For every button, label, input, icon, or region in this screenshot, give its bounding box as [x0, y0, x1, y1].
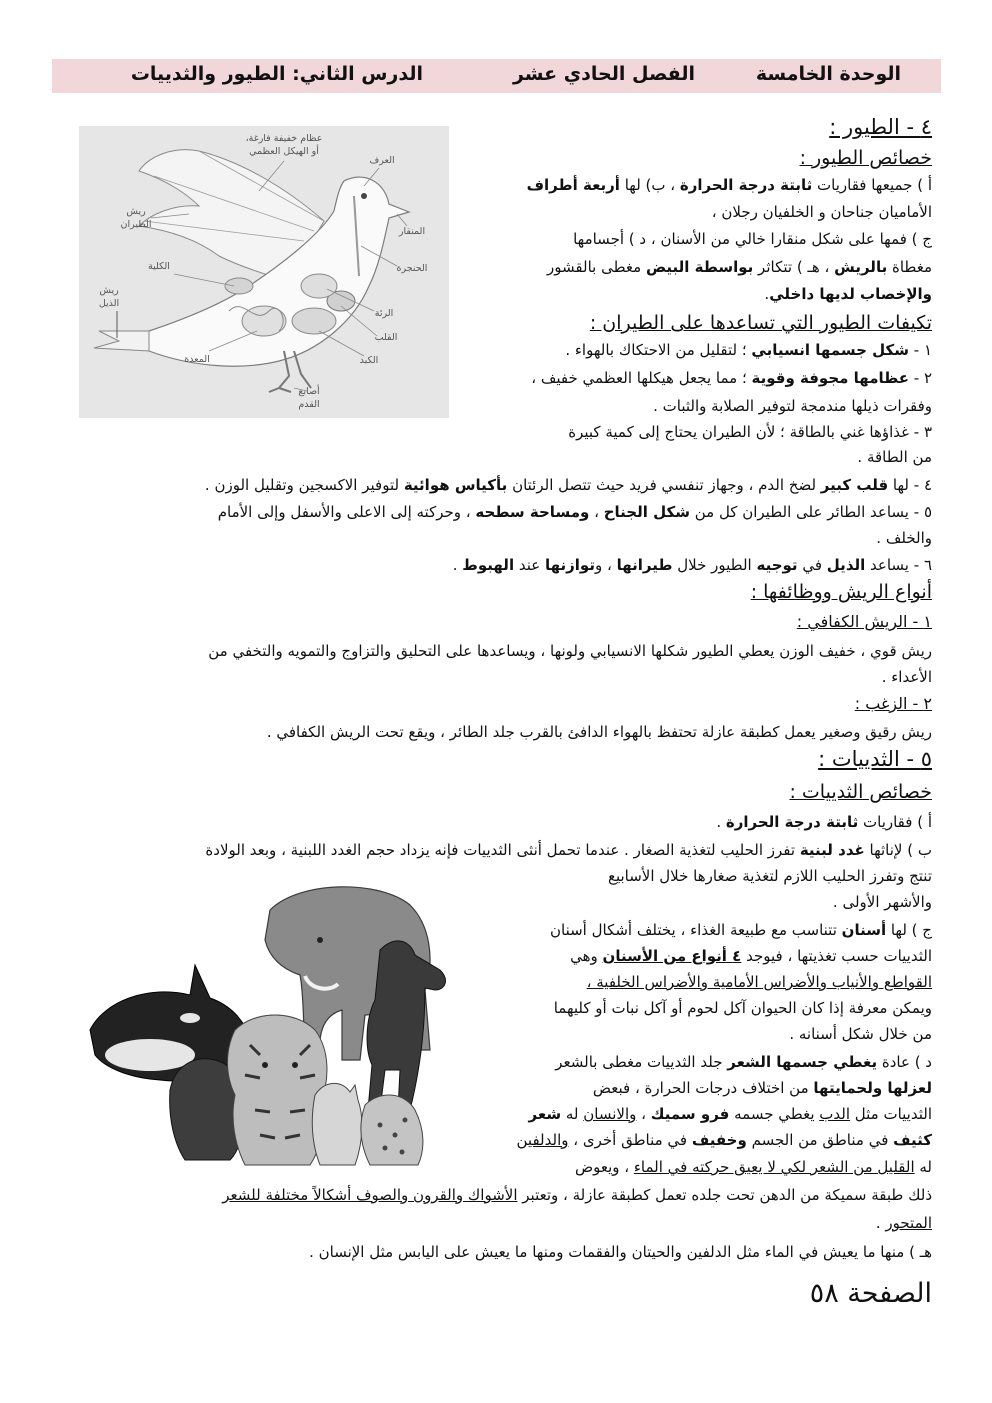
mammal-line: تنتج وتفرز الحليب اللازم لتغذية صغارها خلال الأسابيع	[607, 867, 932, 885]
contour-title: ١ - الريش الكفافي :	[796, 612, 932, 631]
birds-adapt-title: تكيفات الطيور التي تساعدها على الطيران :	[589, 312, 932, 334]
mammal-line: والأشهر الأولى .	[832, 893, 932, 911]
orca-eyepatch	[180, 1013, 200, 1023]
label-toes-2: القدم	[298, 399, 320, 410]
label-kidney: الكلية	[148, 261, 170, 272]
mammal-line: المتحور .	[875, 1214, 932, 1232]
horse-shape	[367, 941, 445, 1110]
adapt-line: والخلف .	[876, 529, 932, 547]
adapt-line: ٤ - لها قلب كبير لضخ الدم ، وجهاز تنفسي فريد حيث تتصل الرئتان بأكياس هوائية لتوفير الاكسجين وتقليل الوزن .	[204, 476, 932, 494]
mammals-traits-title: خصائص الثدييات :	[789, 781, 932, 803]
label-toes: أصابع	[298, 386, 320, 397]
leopard-shape	[361, 1095, 423, 1165]
lung-shape	[301, 274, 337, 298]
mammal-line: كثيف في مناطق من الجسم وخفيف في مناطق أخرى ، والدلفين	[516, 1131, 932, 1149]
adapt-line: ١ - شكل جسمها انسيابي ؛ لتقليل من الاحتكاك بالهواء .	[565, 341, 932, 359]
adapt-line: ٦ - يساعد الذيل في توجيه الطيور خلال طيرانها ، وتوازنها عند الهبوط .	[452, 556, 932, 574]
mammal-line: الثدييات مثل الدب يغطي جسمه فرو سميك ، والانسان له شعر	[528, 1105, 932, 1123]
birds-traits-title: خصائص الطيور :	[799, 147, 932, 169]
feathers-title: أنواع الريش ووظائفها :	[750, 581, 932, 603]
eye-shape	[361, 193, 367, 199]
mammal-line: هـ ) منها ما يعيش في الماء مثل الدلفين والحيتان والفقمات ومنها ما يعيش على اليابس مثل الإنسان .	[309, 1243, 932, 1261]
unit-title: الوحدة الخامسة	[755, 63, 901, 85]
label-tail-feathers: ريش	[99, 285, 119, 296]
label-tail-feathers-2: الذيل	[98, 298, 120, 309]
chapter-title: الفصل الحادي عشر	[512, 63, 695, 85]
label-liver: الكبد	[359, 355, 379, 366]
label-stomach: المعدة	[184, 354, 210, 365]
mammal-line: أ ) فقاريات ثابتة درجة الحرارة .	[716, 813, 932, 831]
down-title: ٢ - الزغب :	[854, 694, 932, 713]
liver-shape	[292, 308, 336, 334]
contour-line: الأعداء .	[881, 668, 932, 686]
kidney-shape	[225, 278, 253, 294]
label-flight-feathers: ريش	[126, 206, 146, 217]
label-larynx: الحنجرة	[396, 263, 428, 274]
bird-trait-line: والإخصاب لديها داخلي.	[764, 285, 932, 303]
adapt-line: وفقرات ذيلها مندمجة لتوفير الصلابة والثبات .	[653, 397, 932, 415]
down-line: ريش رقيق وصغير يعمل كطبقة عازلة تحتفظ بالهواء الدافئ بالقرب جلد الطائر ، ويقع تحت الريش الكفافي .	[266, 723, 932, 741]
bird-trait-line: أ ) جميعها فقاريات ثابتة درجة الحرارة ، ب) لها أربعة أطراف	[526, 176, 932, 194]
lesson-title: الدرس الثاني: الطيور والثدييات	[130, 63, 423, 85]
mammal-line: الثدييات حسب تغذيتها ، فيوجد ٤ أنواع من الأسنان وهي	[570, 947, 932, 965]
label-heart: القلب	[374, 332, 398, 343]
adapt-line: من الطاقة .	[857, 448, 932, 466]
birds-title: ٤ - الطيور :	[829, 115, 932, 139]
mammal-line: ويمكن معرفة إذا كان الحيوان آكل لحوم أو آكل نبات أو كليهما	[553, 999, 932, 1017]
mammals-collage-figure	[80, 880, 465, 1170]
page-number: الصفحة ٥٨	[809, 1278, 932, 1309]
mammal-line: له القليل من الشعر لكي لا يعيق حركته في الماء ، ويعوض	[574, 1158, 932, 1176]
mammal-line: ج ) لها أسنان تتناسب مع طبيعة الغذاء ، يختلف أشكال أسنان	[549, 921, 932, 939]
bird-trait-line: ج ) فمها على شكل منقارا خالي من الأسنان ، د ) أجسامها	[573, 230, 932, 248]
adapt-line: ٢ - عظامها مجوفة وقوية ؛ مما يجعل هيكلها العظمي خفيف ،	[531, 369, 932, 387]
header-bar	[52, 59, 941, 93]
bird-anatomy-figure	[79, 126, 449, 418]
orca-belly	[105, 1039, 195, 1071]
label-bones: عظام خفيفة فارغة،	[245, 133, 323, 144]
label-lung: الرئة	[374, 308, 394, 319]
label-flight-feathers-2: الطيران	[120, 219, 152, 230]
bird-trait-line: مغطاة بالريش ، هـ ) تتكاثر بواسطة البيض مغطى بالقشور	[547, 258, 932, 276]
mammal-line: د ) عادة يغطي جسمها الشعر جلد الثدييات مغطى بالشعر	[555, 1053, 932, 1071]
tiger-shape	[228, 1015, 327, 1165]
adapt-line: ٥ - يساعد الطائر على الطيران كل من شكل الجناح ، ومساحة سطحه ، وحركته إلى الاعلى والأسفل وإلى الأمام	[217, 503, 932, 521]
bird-trait-line: الأماميان جناحان و الخلفيان رجلان ،	[711, 203, 932, 221]
mammal-line: من خلال شكل أسنانه .	[789, 1025, 932, 1043]
mammal-line: ب ) لإناثها غدد لبنية تفرز الحليب لتغذية الصغار . عندما تحمل أنثى الثدييات فإنه يزداد حجم الغدد اللبنية ، وبعد الولادة	[205, 841, 932, 859]
mammal-line: ذلك طبقة سميكة من الدهن تحت جلده تعمل كطبقة عازلة ، وتعتبر الأشواك والقرون والصوف أشكالاً مختلفة للشعر	[222, 1186, 932, 1204]
mammals-title: ٥ - الثدييات :	[818, 747, 932, 771]
label-beak: المنقار	[398, 226, 426, 237]
mammal-line: لعزلها ولحمايتها من اختلاف درجات الحرارة ، فبعض	[592, 1079, 932, 1097]
label-bones-2: أو الهيكل العظمي	[249, 146, 319, 157]
mammal-line: القواطع والأنياب والأضراس الأمامية والأضراس الخلفية ،	[586, 973, 932, 991]
label-crest: العرف	[369, 155, 395, 166]
contour-line: ريش قوي ، خفيف الوزن يعطي الطيور شكلها الانسيابي ولونها ، ويساعدها على التحليق والتزاوج والتمويه والتخفي من	[208, 642, 932, 660]
adapt-line: ٣ - غذاؤها غني بالطاقة ؛ لأن الطيران يحتاج إلى كمية كبيرة	[568, 423, 932, 441]
cat-shape	[312, 1083, 362, 1165]
